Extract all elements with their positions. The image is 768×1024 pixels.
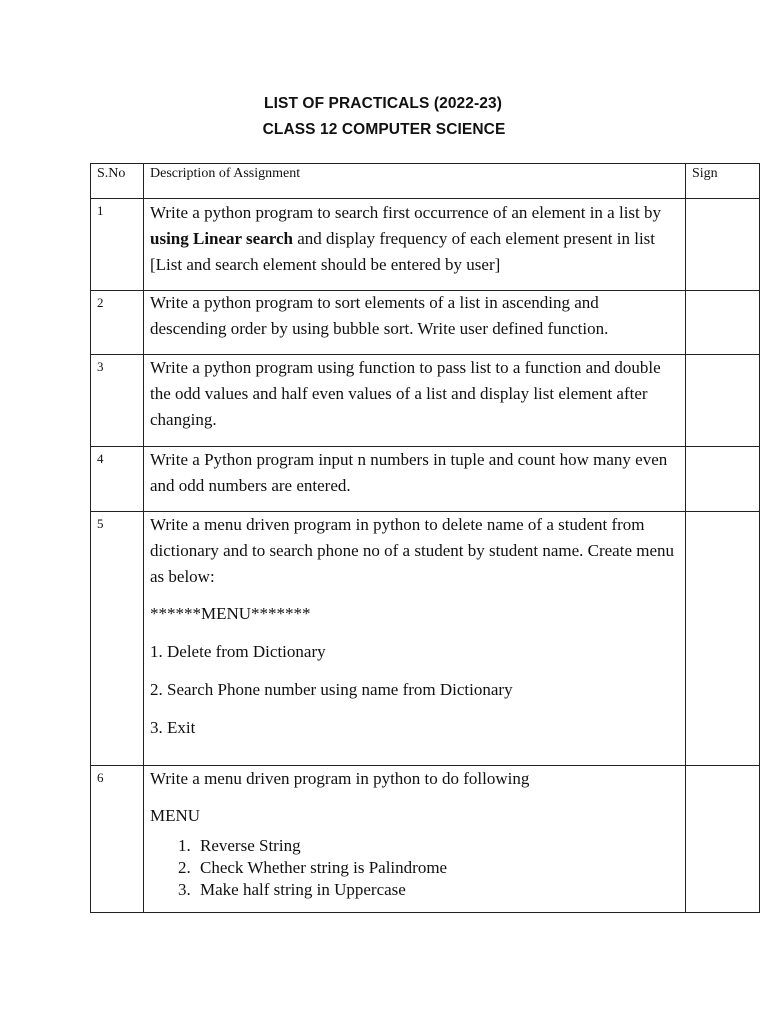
assignment-description <box>144 447 686 512</box>
description-text: Write a python program using function to pass list to a function and double the odd values and half even values of a list and display list element after changing. <box>150 358 661 429</box>
menu-option: 2. Search Phone number using name from Dictionary <box>150 680 513 699</box>
sign-cell <box>686 199 760 291</box>
menu-options-list <box>150 835 677 901</box>
description-text: Write a python program to sort elements of a list in ascending and descending order by using bubble sort. Write user defined function. <box>150 293 609 338</box>
row-number: 6 <box>91 766 144 913</box>
row-number: 3 <box>91 355 144 447</box>
column-header-description: Description of Assignment <box>144 164 686 199</box>
menu-title: ******MENU******* <box>150 604 311 623</box>
table-row <box>91 291 760 355</box>
row-number: 5 <box>91 512 144 766</box>
menu-title: MENU <box>150 806 201 825</box>
menu-option: 3. Exit <box>150 718 196 737</box>
row-number: 1 <box>91 199 144 291</box>
description-text: Write a menu driven program in python to delete name of a student from dictionary and to search phone no of a student by student name. Create menu as below: <box>150 515 675 586</box>
table-row <box>91 766 760 913</box>
menu-option: 3. Make half string in Uppercase <box>195 879 677 901</box>
table-header-row <box>91 164 760 199</box>
table-row <box>91 512 760 766</box>
table-row <box>91 447 760 512</box>
sign-cell <box>686 766 760 913</box>
sign-cell <box>686 291 760 355</box>
assignment-description <box>144 512 686 766</box>
assignment-description <box>144 766 686 913</box>
assignment-description <box>144 199 686 291</box>
menu-option: 1. Reverse String <box>195 835 677 857</box>
row-number: 4 <box>91 447 144 512</box>
sign-cell <box>686 512 760 766</box>
document-title: LIST OF PRACTICALS (2022-23) <box>264 95 502 112</box>
practicals-table <box>90 163 760 913</box>
description-text: Write a python program to search first occurrence of an element in a list by <box>150 203 662 222</box>
description-text: Write a Python program input n numbers in tuple and count how many even and odd numbers are entered. <box>150 450 668 495</box>
row-number: 2 <box>91 291 144 355</box>
column-header-sno: S.No <box>91 164 144 199</box>
assignment-description <box>144 355 686 447</box>
assignment-description <box>144 291 686 355</box>
table-row <box>91 199 760 291</box>
menu-option: 1. Delete from Dictionary <box>150 642 326 661</box>
description-text: Write a menu driven program in python to do following <box>150 769 530 788</box>
description-emphasis: using Linear search <box>150 229 293 248</box>
document-subtitle: CLASS 12 COMPUTER SCIENCE <box>262 121 506 138</box>
sign-cell <box>686 447 760 512</box>
sign-cell <box>686 355 760 447</box>
menu-option: 2. Check Whether string is Palindrome <box>195 857 677 879</box>
column-header-sign: Sign <box>686 164 760 199</box>
table-row <box>91 355 760 447</box>
description-text: and display frequency of each element present in list [List and search element should be entered by user] <box>150 229 656 274</box>
